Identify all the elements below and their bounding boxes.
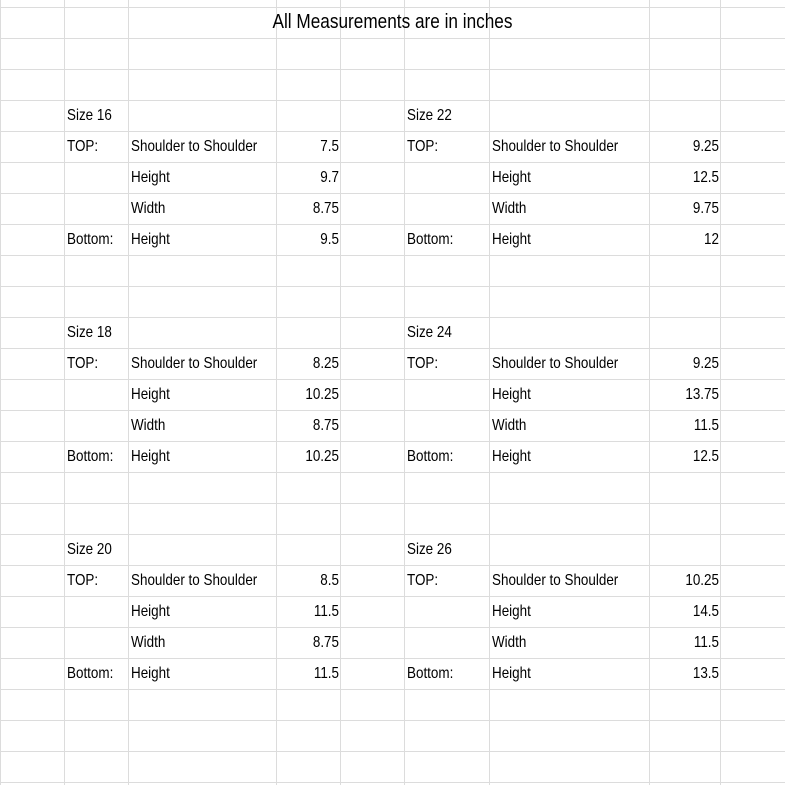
size-label[interactable]: Size 18: [67, 324, 112, 341]
measurement-value[interactable]: 9.25: [692, 138, 719, 155]
measurement-name[interactable]: Shoulder to Shoulder: [492, 355, 619, 372]
garment-part-label[interactable]: Bottom:: [67, 231, 114, 248]
measurement-value[interactable]: 11.5: [313, 665, 339, 682]
measurement-value[interactable]: 10.25: [305, 386, 339, 403]
measurement-value[interactable]: 11.5: [693, 634, 719, 651]
measurement-name[interactable]: Height: [131, 386, 170, 403]
column-divider: [64, 0, 65, 785]
measurement-value[interactable]: 8.25: [312, 355, 339, 372]
column-divider: [489, 0, 490, 785]
measurement-value[interactable]: 10.25: [685, 572, 719, 589]
measurement-name[interactable]: Height: [492, 231, 531, 248]
measurement-name[interactable]: Shoulder to Shoulder: [131, 355, 258, 372]
measurement-value[interactable]: 9.75: [692, 200, 719, 217]
measurement-value[interactable]: 12.5: [692, 448, 719, 465]
garment-part-label[interactable]: Bottom:: [407, 448, 454, 465]
column-divider: [649, 0, 650, 785]
size-label[interactable]: Size 16: [67, 107, 112, 124]
column-divider: [404, 0, 405, 785]
measurement-name[interactable]: Height: [131, 169, 170, 186]
garment-part-label[interactable]: Bottom:: [67, 448, 114, 465]
measurement-name[interactable]: Width: [131, 200, 166, 217]
measurement-name[interactable]: Height: [492, 386, 531, 403]
measurement-name[interactable]: Width: [131, 417, 166, 434]
measurement-value[interactable]: 7.5: [320, 138, 339, 155]
measurement-name[interactable]: Shoulder to Shoulder: [492, 138, 619, 155]
measurement-value[interactable]: 8.75: [312, 417, 339, 434]
garment-part-label[interactable]: Bottom:: [407, 231, 454, 248]
measurement-value[interactable]: 12: [704, 231, 719, 248]
measurement-name[interactable]: Height: [492, 665, 531, 682]
size-label[interactable]: Size 24: [407, 324, 452, 341]
measurement-value[interactable]: 14.5: [692, 603, 719, 620]
sheet-title: All Measurements are in inches: [272, 11, 513, 33]
measurement-name[interactable]: Height: [131, 231, 170, 248]
measurement-value[interactable]: 8.5: [320, 572, 339, 589]
column-divider: [128, 0, 129, 785]
measurement-value[interactable]: 13.5: [692, 665, 719, 682]
column-divider: [720, 0, 721, 785]
measurement-name[interactable]: Height: [492, 603, 531, 620]
measurement-value[interactable]: 8.75: [312, 200, 339, 217]
measurement-value[interactable]: 11.5: [693, 417, 719, 434]
garment-part-label[interactable]: Bottom:: [67, 665, 114, 682]
measurement-name[interactable]: Height: [131, 665, 170, 682]
measurement-name[interactable]: Shoulder to Shoulder: [131, 572, 258, 589]
column-divider: [340, 0, 341, 785]
measurement-name[interactable]: Shoulder to Shoulder: [131, 138, 258, 155]
garment-part-label[interactable]: TOP:: [67, 355, 99, 372]
measurement-value[interactable]: 11.5: [313, 603, 339, 620]
measurement-value[interactable]: 12.5: [692, 169, 719, 186]
size-label[interactable]: Size 26: [407, 541, 452, 558]
garment-part-label[interactable]: TOP:: [67, 138, 99, 155]
measurement-value[interactable]: 9.7: [320, 169, 339, 186]
measurement-value[interactable]: 13.75: [685, 386, 719, 403]
measurement-name[interactable]: Height: [131, 448, 170, 465]
garment-part-label[interactable]: TOP:: [407, 138, 439, 155]
garment-part-label[interactable]: TOP:: [407, 572, 439, 589]
measurement-value[interactable]: 9.25: [692, 355, 719, 372]
measurement-name[interactable]: Width: [492, 417, 527, 434]
measurement-name[interactable]: Shoulder to Shoulder: [492, 572, 619, 589]
measurement-name[interactable]: Width: [131, 634, 166, 651]
size-label[interactable]: Size 20: [67, 541, 112, 558]
measurement-name[interactable]: Height: [492, 448, 531, 465]
measurement-name[interactable]: Height: [492, 169, 531, 186]
size-label[interactable]: Size 22: [407, 107, 452, 124]
garment-part-label[interactable]: Bottom:: [407, 665, 454, 682]
measurement-name[interactable]: Width: [492, 200, 527, 217]
garment-part-label[interactable]: TOP:: [67, 572, 99, 589]
measurement-name[interactable]: Height: [131, 603, 170, 620]
measurement-value[interactable]: 10.25: [305, 448, 339, 465]
measurement-name[interactable]: Width: [492, 634, 527, 651]
garment-part-label[interactable]: TOP:: [407, 355, 439, 372]
measurement-value[interactable]: 9.5: [320, 231, 339, 248]
measurement-value[interactable]: 8.75: [312, 634, 339, 651]
column-divider: [276, 0, 277, 785]
